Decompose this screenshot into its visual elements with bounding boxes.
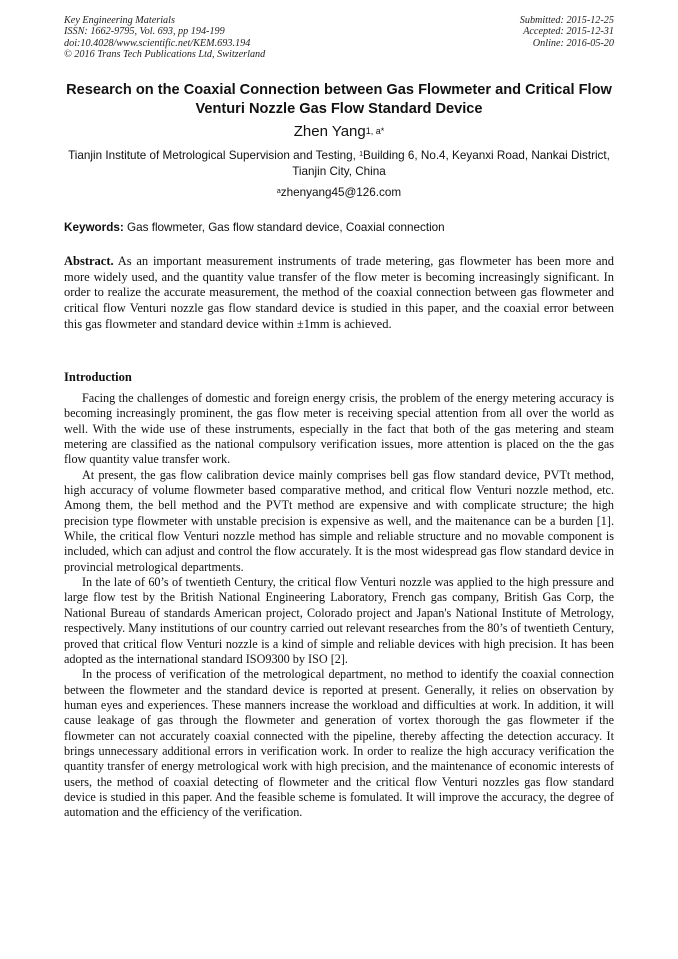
abstract-text: As an important measurement instruments of trade metering, gas flowmeter has been more and more widely used, and the quantity value transfer of the flow meter is becoming increasingly significant. In order to realize the accurate measurement, the method of the coaxial connection between gas flowmeter and critical flow Venturi nozzle gas flow standard device is studied in this paper, and the coaxial error between this gas flowmeter and standard device within ±1mm is achieved.: [64, 254, 614, 331]
paragraph: At present, the gas flow calibration device mainly comprises bell gas flow standard device, PVTt method, high accuracy of volume flowmeter based comparative method, and critical flow Venturi nozzle method, etc. Among them, the bell method and the PVTt method are expensive and with complicate structure; the high precision type flowmeter with unstable precision is expensive as well, and the maitenance can be a burden [1]. While, the critical flow Venturi nozzle method has simple and reliable structure and no movable component is included, which can adjust and control the flow accurately. It is the most widespread gas flow standard device in provincial metrological departments.: [64, 467, 614, 574]
paragraph: In the late of 60’s of twentieth Century, the critical flow Venturi nozzle was applied to the high pressure and large flow test by the British National Engineering Laboratory, French gas company, British Gas Corp, the National Bureau of standards American project, Colorado project and Japan's National Institute of Metrology, respectively. Many institutions of our country carried out relevant researches from the 80’s of twentieth Century, proved that critical flow Venturi nozzle is a kind of simple and reliable devices with high precision. It has been adopted as the international standard ISO9300 by ISO [2].: [64, 575, 614, 666]
section-heading-introduction: Introduction: [64, 370, 132, 384]
author-email: [64, 185, 614, 200]
submission-dates: [520, 15, 614, 49]
paragraph: Facing the challenges of domestic and foreign energy crisis, the problem of the energy metering accuracy is becoming increasingly prominent, the gas flow meter is receiving special attention from all over the world as well. With the wide use of these instruments, especially in the fact that both of the gas metering and steam metering are classified as the national compulsory verification issues, more attention is placed on the the gas flow quantity value transfer work.: [64, 391, 614, 467]
journal-name: Key Engineering Materials: [64, 15, 175, 26]
author-name: Zhen Yang: [293, 123, 366, 140]
email-address[interactable]: zhenyang45@126.com: [280, 186, 402, 199]
affiliation-mark: 1: [359, 151, 364, 159]
abstract: [64, 254, 614, 333]
affiliation-institute: Tianjin Institute of Metrological Supervision and Testing,: [68, 149, 360, 162]
online-date: Online: 2016-05-20: [532, 37, 614, 49]
journal-header: [64, 15, 265, 61]
paragraph: In the process of verification of the metrological department, no method to identify the coaxial connection between the flowmeter and the standard device is reported at present. Generally, it relies on observation by human eyes and experiences. These manners increase the workload and difficulties at work. In addition, it will cause leakage of gas through the flowmeter and generation of vortex thorough the gas flowmeter if the flowmeter can not accurately coaxial connected with the pipeline, thereby affecting the detection accuracy. It brings unnecessary additional errors in verification work. In order to realize the high accuracy verification the quantity transfer of energy metrological work with high precision, and the maintenance of economic interests of users, the method of coaxial detecting of flowmeter and the critical flow Venturi nozzles gas flow standard device is studied in this paper. And the feasible scheme is fomulated. It will improve the accuracy, the degree of automation and the efficiency of the verification.: [64, 667, 614, 820]
journal-issn: ISSN: 1662-9795, Vol. 693, pp 194-199: [64, 26, 225, 38]
abstract-label: Abstract.: [64, 254, 114, 268]
journal-doi: doi:10.4028/www.scientific.net/KEM.693.194: [64, 37, 251, 49]
keywords-label: Keywords:: [64, 221, 124, 234]
email-mark: a: [276, 188, 281, 196]
accepted-date: Accepted: 2015-12-31: [523, 26, 614, 38]
journal-copyright: © 2016 Trans Tech Publications Ltd, Switzerland: [64, 49, 266, 61]
paper-title: Research on the Coaxial Connection between Gas Flowmeter and Critical Flow Venturi Nozzle Gas Flow Standard Device: [66, 82, 612, 117]
affiliation: [64, 148, 614, 179]
submitted-date: Submitted: 2015-12-25: [519, 15, 614, 26]
keywords-text: Gas flowmeter, Gas flow standard device, Coaxial connection: [123, 221, 445, 234]
keywords: [64, 220, 614, 235]
author-marks: 1, a*: [365, 126, 385, 137]
introduction-body: [64, 391, 614, 821]
affiliation-address: Building 6, No.4, Keyanxi Road, Nankai District, Tianjin City, China: [292, 149, 610, 178]
author-line: [64, 122, 614, 142]
